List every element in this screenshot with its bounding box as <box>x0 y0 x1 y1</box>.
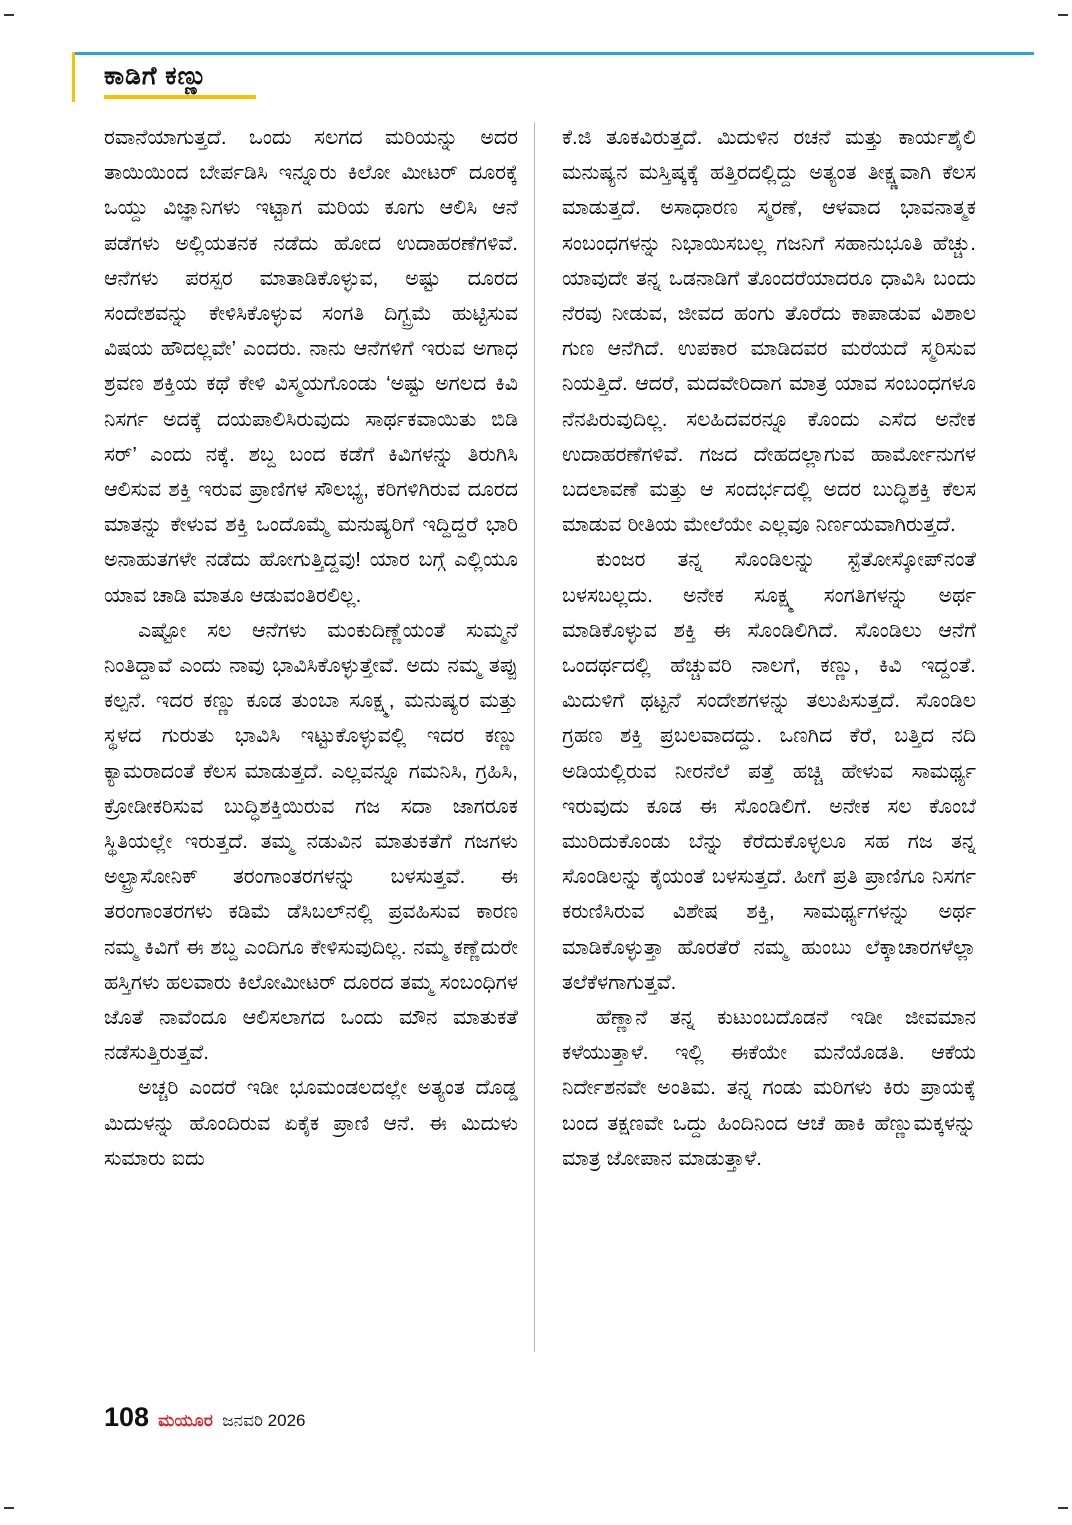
crop-mark-top-right <box>1058 14 1068 16</box>
paragraph: ಕುಂಜರ ತನ್ನ ಸೊಂಡಿಲನ್ನು ಸ್ಟೆತೋಸ್ಕೋಪ್‌ನಂತೆ ಬಳಸಬಲ್ಲದು. ಅನೇಕ ಸೂಕ್ಷ್ಮ ಸಂಗತಿಗಳನ್ನು ಅರ್ಥ ಮಾಡಿಕೊಳ್ಳುವ ಶಕ್ತಿ ಈ ಸೊಂಡಿಲಿಗಿದೆ. ಸೊಂಡಿಲು ಆನೆಗೆ ಒಂದರ್ಥದಲ್ಲಿ ಹೆಚ್ಚುವರಿ ನಾಲಗೆ, ಕಣ್ಣು, ಕಿವಿ ಇದ್ದಂತೆ. ಮಿದುಳಿಗೆ ಥಟ್ಟನೆ ಸಂದೇಶಗಳನ್ನು ತಲುಪಿಸುತ್ತದೆ. ಸೊಂಡಿಲ ಗ್ರಹಣ ಶಕ್ತಿ ಪ್ರಬಲವಾದದ್ದು. ಒಣಗಿದ ಕೆರೆ, ಬತ್ತಿದ ನದಿ ಅಡಿಯಲ್ಲಿರುವ ನೀರನೆಲೆ ಪತ್ತೆ ಹಚ್ಚಿ ಹೇಳುವ ಸಾಮರ್ಥ್ಯ ಇರುವುದು ಕೂಡ ಈ ಸೊಂಡಿಲಿಗೆ. ಅನೇಕ ಸಲ ಕೊಂಬೆ ಮುರಿದುಕೊಂಡು ಬೆನ್ನು ಕೆರೆದುಕೊಳ್ಳಲೂ ಸಹ ಗಜ ತನ್ನ ಸೊಂಡಿಲನ್ನು ಕೈಯಂತೆ ಬಳಸುತ್ತದೆ. ಹೀಗೆ ಪ್ರತಿ ಪ್ರಾಣಿಗೂ ನಿಸರ್ಗ ಕರುಣಿಸಿರುವ ವಿಶೇಷ ಶಕ್ತಿ, ಸಾಮರ್ಥ್ಯಗಳನ್ನು ಅರ್ಥ ಮಾಡಿಕೊಳ್ಳುತ್ತಾ ಹೊರತೆರೆ ನಮ್ಮ ಹುಂಬು ಲೆಕ್ಕಾಚಾರಗಳೆಲ್ಲಾ ತಲೆಕೆಳಗಾಗುತ್ತವೆ. <box>562 548 976 994</box>
paragraph: ಅಚ್ಚರಿ ಎಂದರೆ ಇಡೀ ಭೂಮಂಡಲದಲ್ಲೇ ಅತ್ಯಂತ ದೊಡ್ಡ ಮಿದುಳನ್ನು ಹೊಂದಿರುವ ಏಕೈಕ ಪ್ರಾಣಿ ಆನೆ. ಈ ಮಿದುಳು ಸುಮಾರು ಐದು <box>104 1076 518 1170</box>
crop-mark-bottom-left <box>4 1507 14 1509</box>
header-left-rule <box>72 52 75 102</box>
paragraph: ಹೆಣ್ಣಾನೆ ತನ್ನ ಕುಟುಂಬದೊಡನೆ ಇಡೀ ಜೀವಮಾನ ಕಳೆಯುತ್ತಾಳೆ. ಇಲ್ಲಿ ಈಕೆಯೇ ಮನೆಯೊಡತಿ. ಆಕೆಯ ನಿರ್ದೇಶನವೇ ಅಂತಿಮ. ತನ್ನ ಗಂಡು ಮರಿಗಳು ಕಿರು ಪ್ರಾಯಕ್ಕೆ ಬಂದ ತಕ್ಷಣವೇ ಒದ್ದು ಹಿಂದಿನಿಂದ ಆಚೆ ಹಾಕಿ ಹೆಣ್ಣುಮಕ್ಕಳನ್ನು ಮಾತ್ರ ಜೋಪಾನ ಮಾಡುತ್ತಾಳೆ. <box>562 1006 976 1170</box>
magazine-masthead: ಮಯೂರ <box>158 1411 214 1430</box>
crop-mark-top-left <box>4 14 14 16</box>
right-column <box>562 120 976 1176</box>
left-column <box>104 120 518 1176</box>
issue-date: ಜನವರಿ 2026 <box>222 1411 306 1430</box>
section-title-underline <box>104 95 256 99</box>
header-top-rule <box>72 52 1034 55</box>
page-footer <box>104 1402 306 1433</box>
section-title: ಕಾಡಿಗೆ ಕಣ್ಣು <box>104 62 208 90</box>
crop-mark-bottom-right <box>1058 1507 1068 1509</box>
page-number: 108 <box>104 1402 150 1432</box>
paragraph: ಕೆ.ಜಿ ತೂಕವಿರುತ್ತದೆ. ಮಿದುಳಿನ ರಚನೆ ಮತ್ತು ಕಾರ್ಯಶೈಲಿ ಮನುಷ್ಯನ ಮಸ್ತಿಷ್ಕಕ್ಕೆ ಹತ್ತಿರದಲ್ಲಿದ್ದು ಅತ್ಯಂತ ತೀಕ್ಷ್ಣವಾಗಿ ಕೆಲಸ ಮಾಡುತ್ತದೆ. ಅಸಾಧಾರಣ ಸ್ಮರಣೆ, ಆಳವಾದ ಭಾವನಾತ್ಮಕ ಸಂಬಂಧಗಳನ್ನು ನಿಭಾಯಿಸಬಲ್ಲ ಗಜನಿಗೆ ಸಹಾನುಭೂತಿ ಹೆಚ್ಚು. ಯಾವುದೇ ತನ್ನ ಒಡನಾಡಿಗೆ ತೊಂದರೆಯಾದರೂ ಧಾವಿಸಿ ಬಂದು ನೆರವು ನೀಡುವ, ಜೀವದ ಹಂಗು ತೊರೆದು ಕಾಪಾಡುವ ವಿಶಾಲ ಗುಣ ಆನೆಗಿದೆ. ಉಪಕಾರ ಮಾಡಿದವರ ಮರೆಯದೆ ಸ್ಮರಿಸುವ ನಿಯತ್ತಿದೆ. ಆದರೆ, ಮದವೇರಿದಾಗ ಮಾತ್ರ ಯಾವ ಸಂಬಂಧಗಳೂ ನೆನಪಿರುವುದಿಲ್ಲ. ಸಲಹಿದವರನ್ನೂ ಕೊಂದು ಎಸೆದ ಅನೇಕ ಉದಾಹರಣೆಗಳಿವೆ. ಗಜದ ದೇಹದಲ್ಲಾಗುವ ಹಾರ್ಮೋನುಗಳ ಬದಲಾವಣೆ ಮತ್ತು ಆ ಸಂದರ್ಭದಲ್ಲಿ ಅದರ ಬುದ್ಧಿಶಕ್ತಿ ಕೆಲಸ ಮಾಡುವ ರೀತಿಯ ಮೇಲೆಯೇ ಎಲ್ಲವೂ ನಿರ್ಣಯವಾಗಿರುತ್ತದೆ. <box>562 126 976 537</box>
paragraph: ರವಾನೆಯಾಗುತ್ತದೆ. ಒಂದು ಸಲಗದ ಮರಿಯನ್ನು ಅದರ ತಾಯಿಯಿಂದ ಬೇರ್ಪಡಿಸಿ ಇನ್ನೂರು ಕಿಲೋ ಮೀಟರ್ ದೂರಕ್ಕೆ ಒಯ್ದು ವಿಜ್ಞಾನಿಗಳು ಇಟ್ಟಾಗ ಮರಿಯ ಕೂಗು ಆಲಿಸಿ ಆನೆ ಪಡೆಗಳು ಅಲ್ಲಿಯತನಕ ನಡೆದು ಹೋದ ಉದಾಹರಣೆಗಳಿವೆ. ಆನೆಗಳು ಪರಸ್ಪರ ಮಾತಾಡಿಕೊಳ್ಳುವ, ಅಷ್ಟು ದೂರದ ಸಂದೇಶವನ್ನು ಕೇಳಿಸಿಕೊಳ್ಳುವ ಸಂಗತಿ ದಿಗ್ಬ್ರಮೆ ಹುಟ್ಟಿಸುವ ವಿಷಯ ಹೌದಲ್ಲವೇ’ ಎಂದರು. ನಾನು ಆನೆಗಳಿಗೆ ಇರುವ ಅಗಾಧ ಶ್ರವಣ ಶಕ್ತಿಯ ಕಥೆ ಕೇಳಿ ವಿಸ್ಮಯಗೊಂಡು ‘ಅಷ್ಟು ಅಗಲದ ಕಿವಿ ನಿಸರ್ಗ ಅದಕ್ಕೆ ದಯಪಾಲಿಸಿರುವುದು ಸಾರ್ಥಕವಾಯಿತು ಬಿಡಿ ಸರ್’ ಎಂದು ನಕ್ಕೆ. ಶಬ್ದ ಬಂದ ಕಡೆಗೆ ಕಿವಿಗಳನ್ನು ತಿರುಗಿಸಿ ಆಲಿಸುವ ಶಕ್ತಿ ಇರುವ ಪ್ರಾಣಿಗಳ ಸೌಲಭ್ಯ, ಕರಿಗಳಿಗಿರುವ ದೂರದ ಮಾತನ್ನು ಕೇಳುವ ಶಕ್ತಿ ಒಂದೊಮ್ಮೆ ಮನುಷ್ಯರಿಗೆ ಇದ್ದಿದ್ದರೆ ಭಾರಿ ಅನಾಹುತಗಳೇ ನಡೆದು ಹೋಗುತ್ತಿದ್ದವು! ಯಾರ ಬಗ್ಗೆ ಎಲ್ಲಿಯೂ ಯಾವ ಚಾಡಿ ಮಾತೂ ಆಡುವಂತಿರಲಿಲ್ಲ. <box>104 126 518 607</box>
paragraph: ಎಷ್ಟೋ ಸಲ ಆನೆಗಳು ಮಂಕುದಿಣ್ಣೆಯಂತೆ ಸುಮ್ಮನೆ ನಿಂತಿದ್ದಾವೆ ಎಂದು ನಾವು ಭಾವಿಸಿಕೊಳ್ಳುತ್ತೇವೆ. ಅದು ನಮ್ಮ ತಪ್ಪು ಕಲ್ಪನೆ. ಇದರ ಕಣ್ಣು ಕೂಡ ತುಂಬಾ ಸೂಕ್ಷ್ಮ, ಮನುಷ್ಯರ ಮತ್ತು ಸ್ಥಳದ ಗುರುತು ಭಾವಿಸಿ ಇಟ್ಟುಕೊಳ್ಳುವಲ್ಲಿ ಇದರ ಕಣ್ಣು ಕ್ಯಾಮರಾದಂತೆ ಕೆಲಸ ಮಾಡುತ್ತದೆ. ಎಲ್ಲವನ್ನೂ ಗಮನಿಸಿ, ಗ್ರಹಿಸಿ, ಕ್ರೋಡೀಕರಿಸುವ ಬುದ್ಧಿಶಕ್ತಿಯಿರುವ ಗಜ ಸದಾ ಜಾಗರೂಕ ಸ್ಥಿತಿಯಲ್ಲೇ ಇರುತ್ತದೆ. ತಮ್ಮ ನಡುವಿನ ಮಾತುಕತೆಗೆ ಗಜಗಳು ಅಲ್ಟ್ರಾಸೋನಿಕ್ ತರಂಗಾಂತರಗಳನ್ನು ಬಳಸುತ್ತವೆ. ಈ ತರಂಗಾಂತರಗಳು ಕಡಿಮೆ ಡೆಸಿಬಲ್‌ನಲ್ಲಿ ಪ್ರವಹಿಸುವ ಕಾರಣ ನಮ್ಮ ಕಿವಿಗೆ ಈ ಶಬ್ದ ಎಂದಿಗೂ ಕೇಳಿಸುವುದಿಲ್ಲ. ನಮ್ಮ ಕಣ್ಣೆದುರೇ ಹಸ್ತಿಗಳು ಹಲವಾರು ಕಿಲೋಮೀಟರ್ ದೂರದ ತಮ್ಮ ಸಂಬಂಧಿಗಳ ಜೊತೆ ನಾವೆಂದೂ ಆಲಿಸಲಾಗದ ಒಂದು ಮೌನ ಮಾತುಕತೆ ನಡೆಸುತ್ತಿರುತ್ತವೆ. <box>104 618 518 1065</box>
article-body <box>104 120 976 1176</box>
